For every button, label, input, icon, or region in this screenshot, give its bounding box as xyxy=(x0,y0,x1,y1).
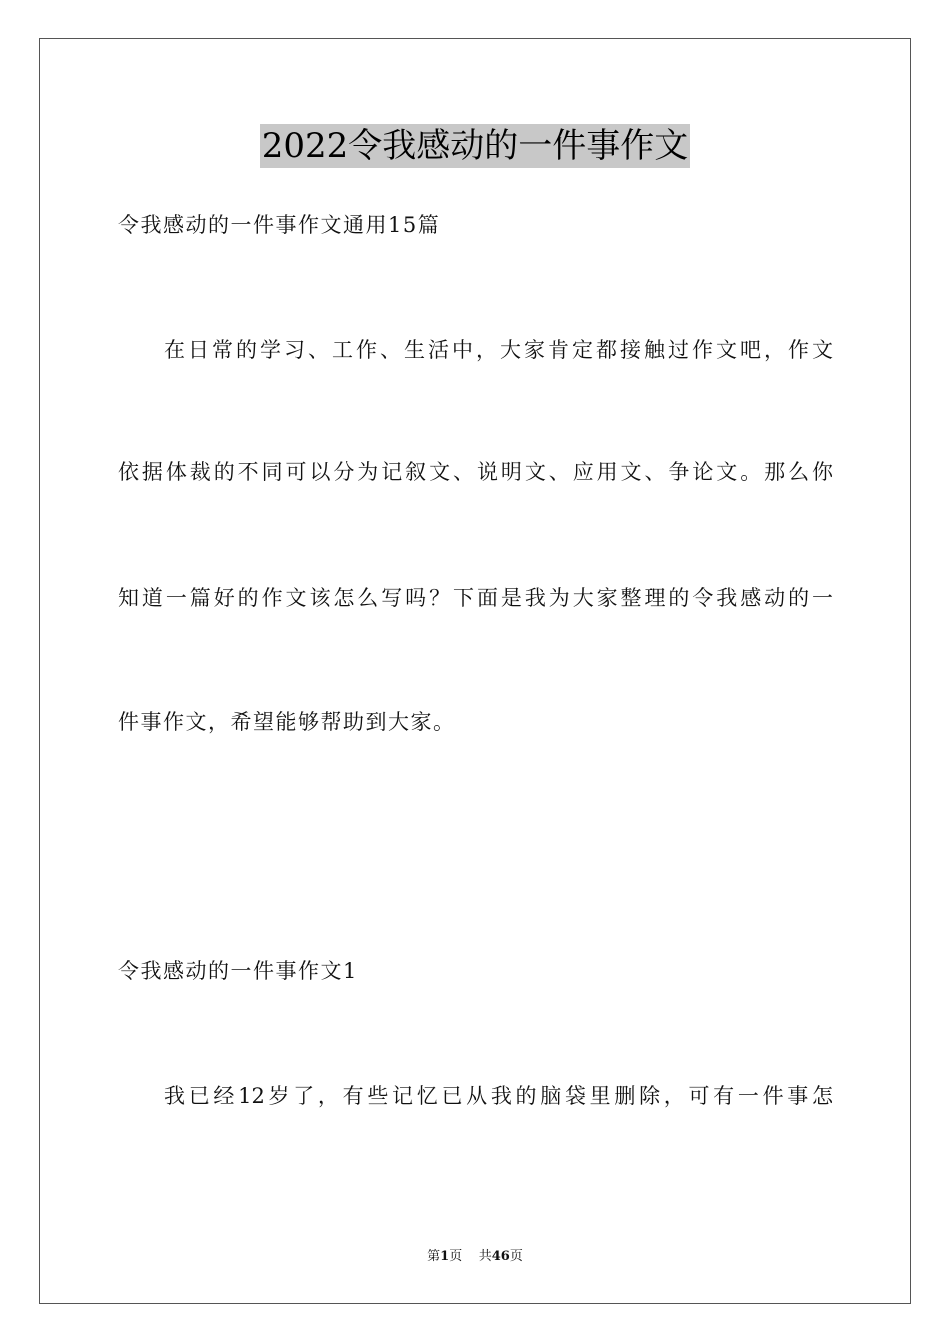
intro-line-1: 在日常的学习、工作、生活中，大家肯定都接触过作文吧，作文 xyxy=(164,338,833,362)
document-title: 2022令我感动的一件事作文 xyxy=(261,126,689,166)
title-container xyxy=(0,124,950,168)
footer-total-unit: 页 xyxy=(509,1249,523,1264)
section-heading: 令我感动的一件事作文1 xyxy=(118,959,358,983)
footer-page-unit: 页 xyxy=(449,1249,463,1264)
footer-page-number: 1 xyxy=(440,1249,450,1264)
footer-total-prefix: 共 xyxy=(478,1249,492,1264)
document-subtitle: 令我感动的一件事作文通用15篇 xyxy=(118,213,441,237)
intro-line-2: 依据体裁的不同可以分为记叙文、说明文、应用文、争论文。那么你 xyxy=(118,460,833,484)
footer-total-pages: 46 xyxy=(491,1249,510,1264)
footer-page-prefix: 第 xyxy=(427,1249,441,1264)
intro-line-3: 知道一篇好的作文该怎么写吗？下面是我为大家整理的令我感动的一 xyxy=(118,586,833,610)
page-footer xyxy=(0,1248,950,1266)
section-line-1: 我已经12岁了，有些记忆已从我的脑袋里删除，可有一件事怎 xyxy=(164,1084,833,1108)
intro-line-4: 件事作文，希望能够帮助到大家。 xyxy=(118,710,456,734)
